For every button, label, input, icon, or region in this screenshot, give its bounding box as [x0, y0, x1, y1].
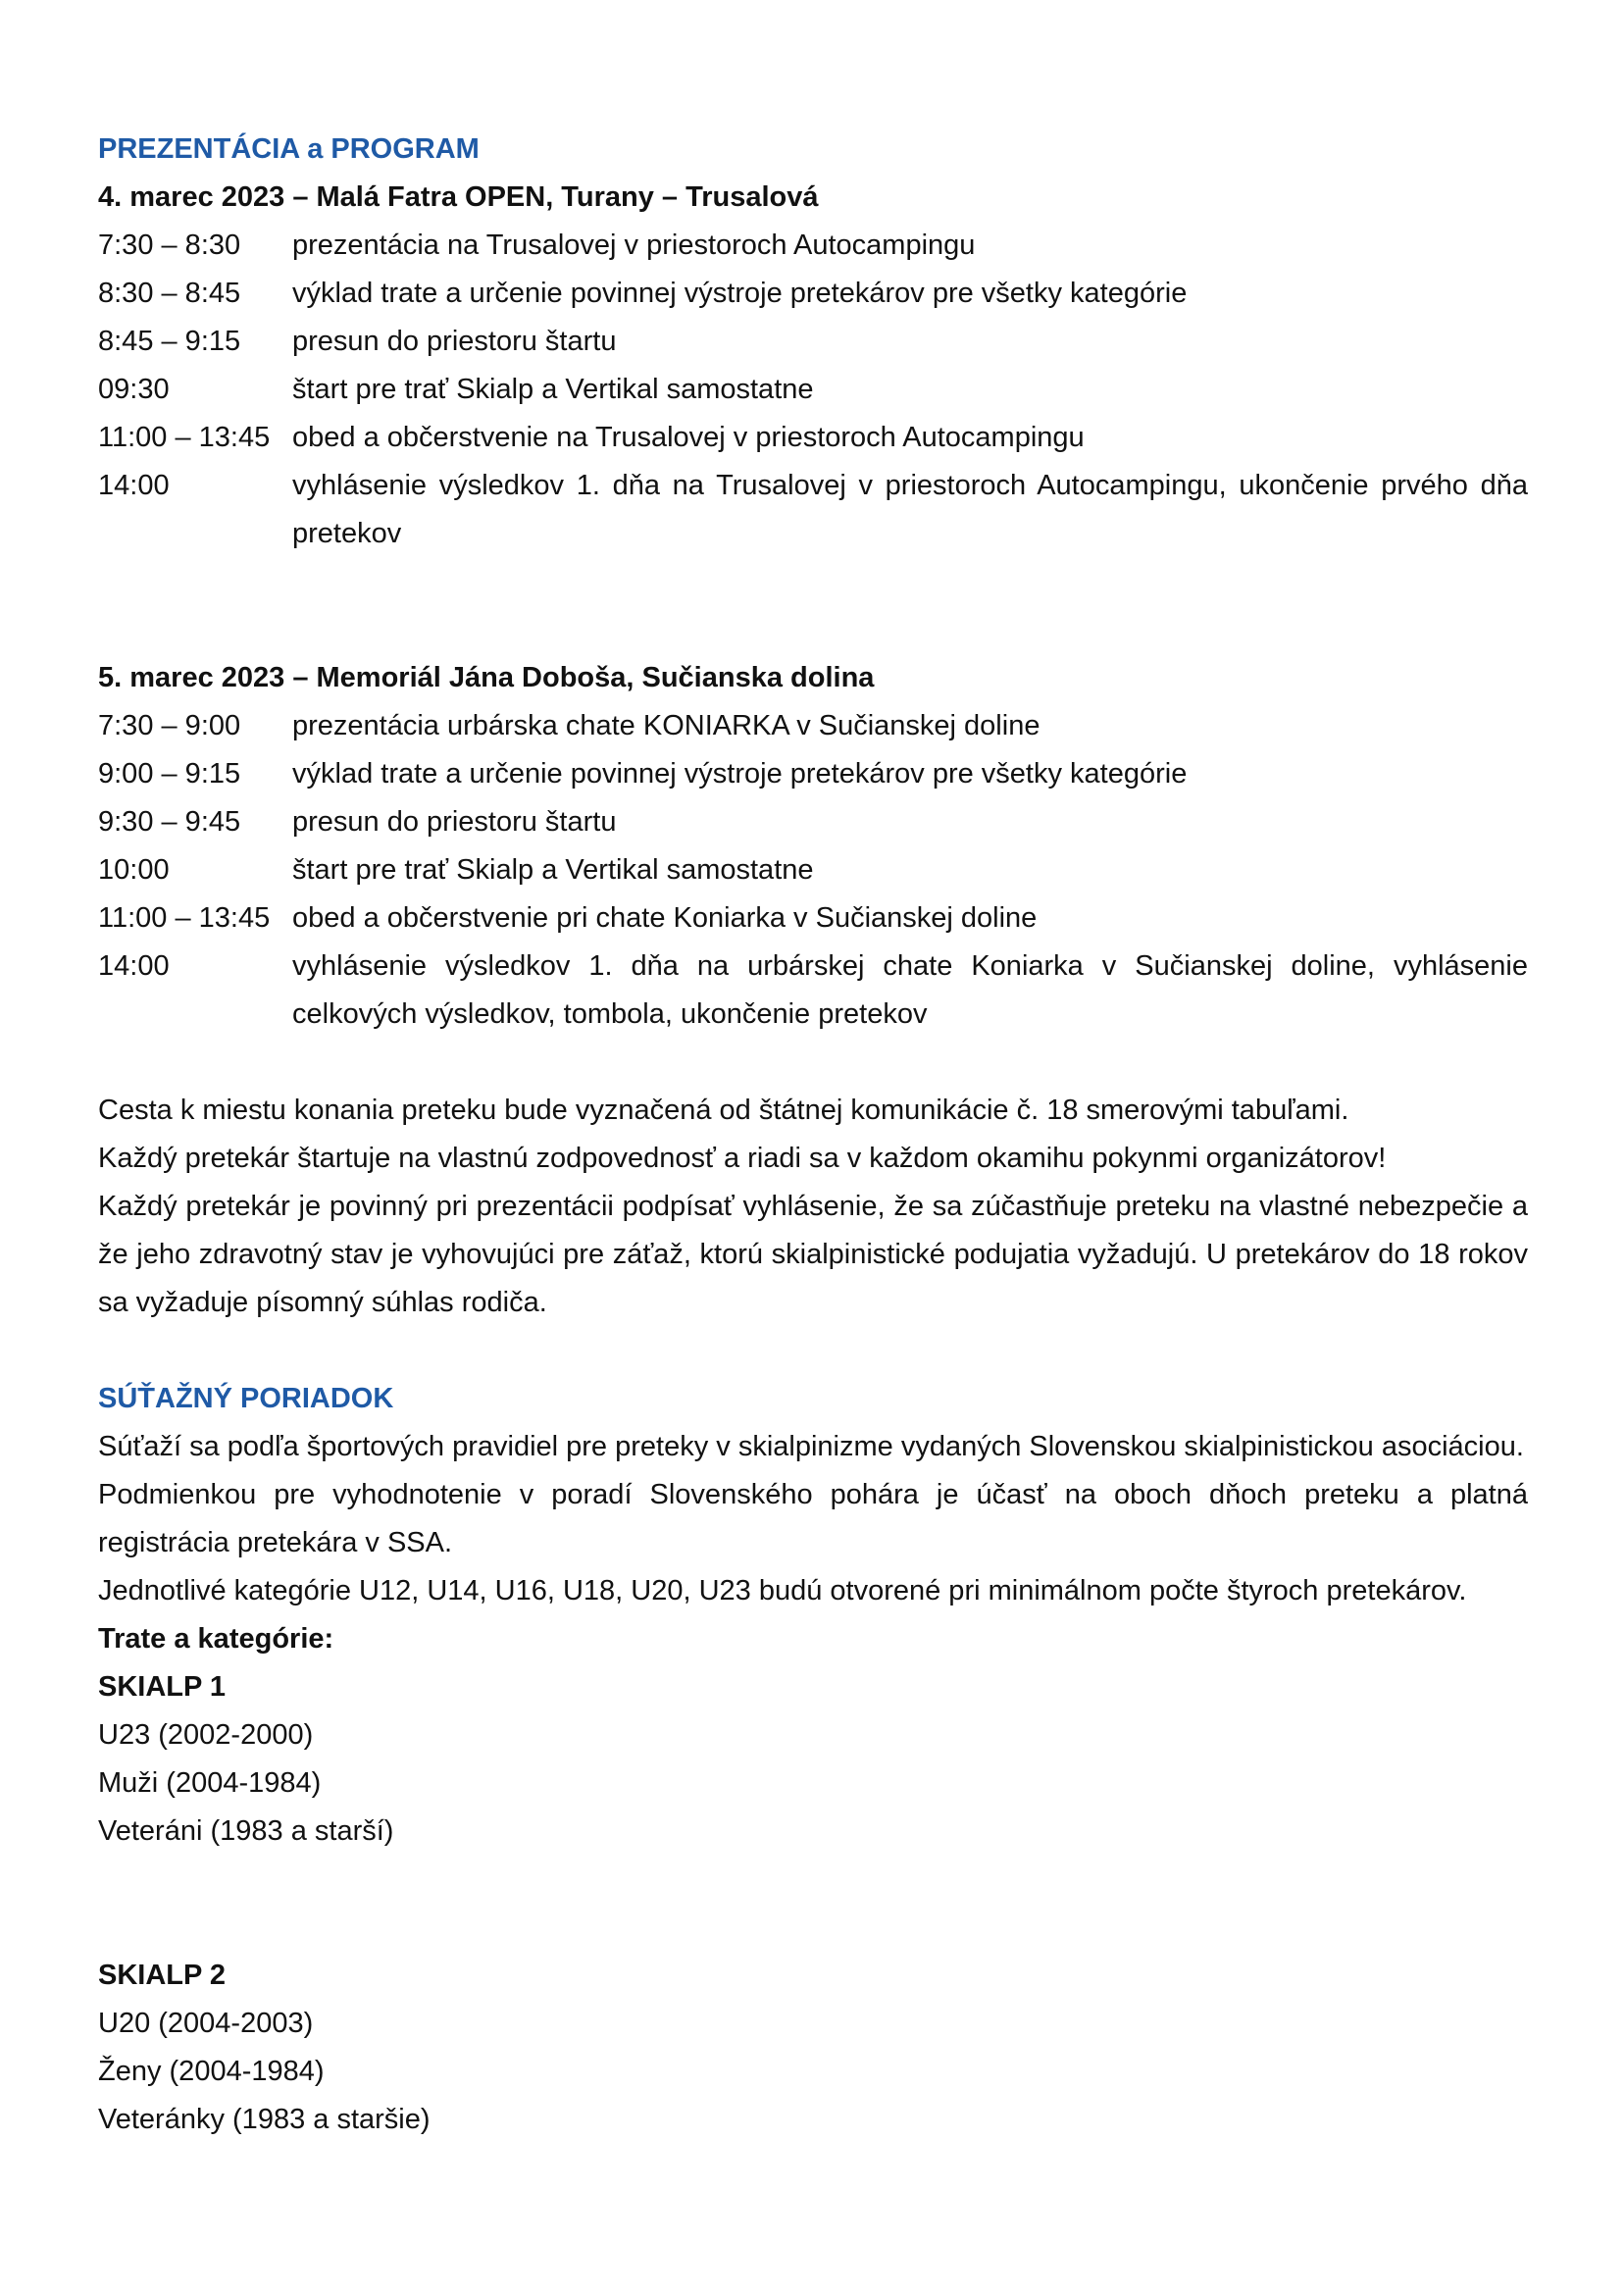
schedule-row — [98, 318, 1528, 366]
day2-schedule — [98, 702, 1528, 1039]
schedule-time: 8:45 – 9:15 — [98, 326, 241, 357]
schedule-time: 9:00 – 9:15 — [98, 758, 241, 790]
skialp2-category: U20 (2004-2003) — [98, 2008, 314, 2039]
note-paragraph: Každý pretekár je povinný pri prezentácii podpísať vyhlásenie, že sa zúčastňuje preteku na vlastné nebezpečie a že jeho zdravotný stav je vyhovujúci pre záťaž, ktorú skialpinistické podujatia vyžadujú. U pretekárov do 18 rokov sa vyžaduje písomný súhlas rodiča. — [98, 1191, 1528, 1318]
schedule-row — [98, 894, 1528, 943]
spacer — [98, 1039, 1528, 1087]
skialp2-title: SKIALP 2 — [98, 1960, 227, 1991]
schedule-row — [98, 222, 1528, 270]
tracks-heading: Trate a kategórie: — [98, 1623, 334, 1655]
section-heading-rules: SÚŤAŽNÝ PORIADOK — [98, 1383, 394, 1414]
schedule-text: prezentácia na Trusalovej v priestoroch Autocampingu — [292, 229, 976, 261]
schedule-time: 11:00 – 13:45 — [98, 422, 271, 453]
schedule-text: obed a občerstvenie pri chate Koniarka v Sučianskej doline — [292, 902, 1038, 934]
spacer — [98, 558, 1528, 654]
skialp1-category: Veteráni (1983 a starší) — [98, 1815, 394, 1847]
schedule-text: prezentácia urbárska chate KONIARKA v Sučianskej doline — [292, 710, 1040, 741]
schedule-text: vyhlásenie výsledkov 1. dňa na urbárskej chate Koniarka v Sučianskej doline, vyhlásenie celkových výsledkov, tombola, ukončenie pretekov — [292, 950, 1528, 1030]
schedule-time: 8:30 – 8:45 — [98, 278, 241, 309]
schedule-row — [98, 846, 1528, 894]
schedule-text: štart pre trať Skialp a Vertikal samostatne — [292, 854, 814, 886]
schedule-time: 14:00 — [98, 950, 170, 982]
schedule-time: 11:00 – 13:45 — [98, 902, 271, 934]
day1-title: 4. marec 2023 – Malá Fatra OPEN, Turany – Trusalová — [98, 181, 819, 213]
schedule-text: výklad trate a určenie povinnej výstroje pretekárov pre všetky kategórie — [292, 758, 1188, 790]
schedule-text: presun do priestoru štartu — [292, 806, 617, 838]
skialp1-category: Muži (2004-1984) — [98, 1767, 322, 1799]
day2-title: 5. marec 2023 – Memoriál Jána Doboša, Sučianska dolina — [98, 662, 875, 693]
day1-schedule — [98, 222, 1528, 558]
schedule-row — [98, 366, 1528, 414]
skialp2-category: Ženy (2004-1984) — [98, 2056, 325, 2087]
schedule-time: 9:30 – 9:45 — [98, 806, 241, 838]
schedule-text: presun do priestoru štartu — [292, 326, 617, 357]
rules-paragraph: Podmienkou pre vyhodnotenie v poradí Slovenského pohára je účasť na oboch dňoch preteku a platná registrácia pretekára v SSA. — [98, 1479, 1528, 1558]
schedule-text: vyhlásenie výsledkov 1. dňa na Trusalovej v priestoroch Autocampingu, ukončenie prvého dňa pretekov — [292, 470, 1528, 549]
spacer — [98, 1327, 1528, 1375]
schedule-text: štart pre trať Skialp a Vertikal samostatne — [292, 374, 814, 405]
skialp1-title: SKIALP 1 — [98, 1671, 227, 1703]
schedule-text: obed a občerstvenie na Trusalovej v priestoroch Autocampingu — [292, 422, 1085, 453]
note-paragraph: Každý pretekár štartuje na vlastnú zodpovednosť a riadi sa v každom okamihu pokynmi organizátorov! — [98, 1143, 1387, 1174]
schedule-time: 09:30 — [98, 374, 170, 405]
rules-paragraph: Jednotlivé kategórie U12, U14, U16, U18, U20, U23 budú otvorené pri minimálnom počte štyroch pretekárov. — [98, 1575, 1467, 1606]
schedule-row — [98, 750, 1528, 798]
document-page — [98, 126, 1528, 2144]
schedule-row — [98, 798, 1528, 846]
section-heading-presentation: PREZENTÁCIA a PROGRAM — [98, 133, 480, 165]
note-paragraph: Cesta k miestu konania preteku bude vyznačená od štátnej komunikácie č. 18 smerovými tabuľami. — [98, 1095, 1349, 1126]
skialp1-category: U23 (2002-2000) — [98, 1719, 314, 1751]
skialp2-category: Veteránky (1983 a staršie) — [98, 2104, 431, 2135]
schedule-row — [98, 270, 1528, 318]
schedule-row — [98, 462, 1528, 558]
schedule-row — [98, 702, 1528, 750]
schedule-time: 10:00 — [98, 854, 170, 886]
rules-paragraph: Súťaží sa podľa športových pravidiel pre preteky v skialpinizme vydaných Slovenskou skialpinistickou asociáciou. — [98, 1431, 1524, 1462]
schedule-row — [98, 943, 1528, 1039]
schedule-time: 14:00 — [98, 470, 170, 501]
schedule-text: výklad trate a určenie povinnej výstroje pretekárov pre všetky kategórie — [292, 278, 1188, 309]
schedule-time: 7:30 – 9:00 — [98, 710, 241, 741]
schedule-row — [98, 414, 1528, 462]
schedule-time: 7:30 – 8:30 — [98, 229, 241, 261]
spacer — [98, 1856, 1528, 1952]
